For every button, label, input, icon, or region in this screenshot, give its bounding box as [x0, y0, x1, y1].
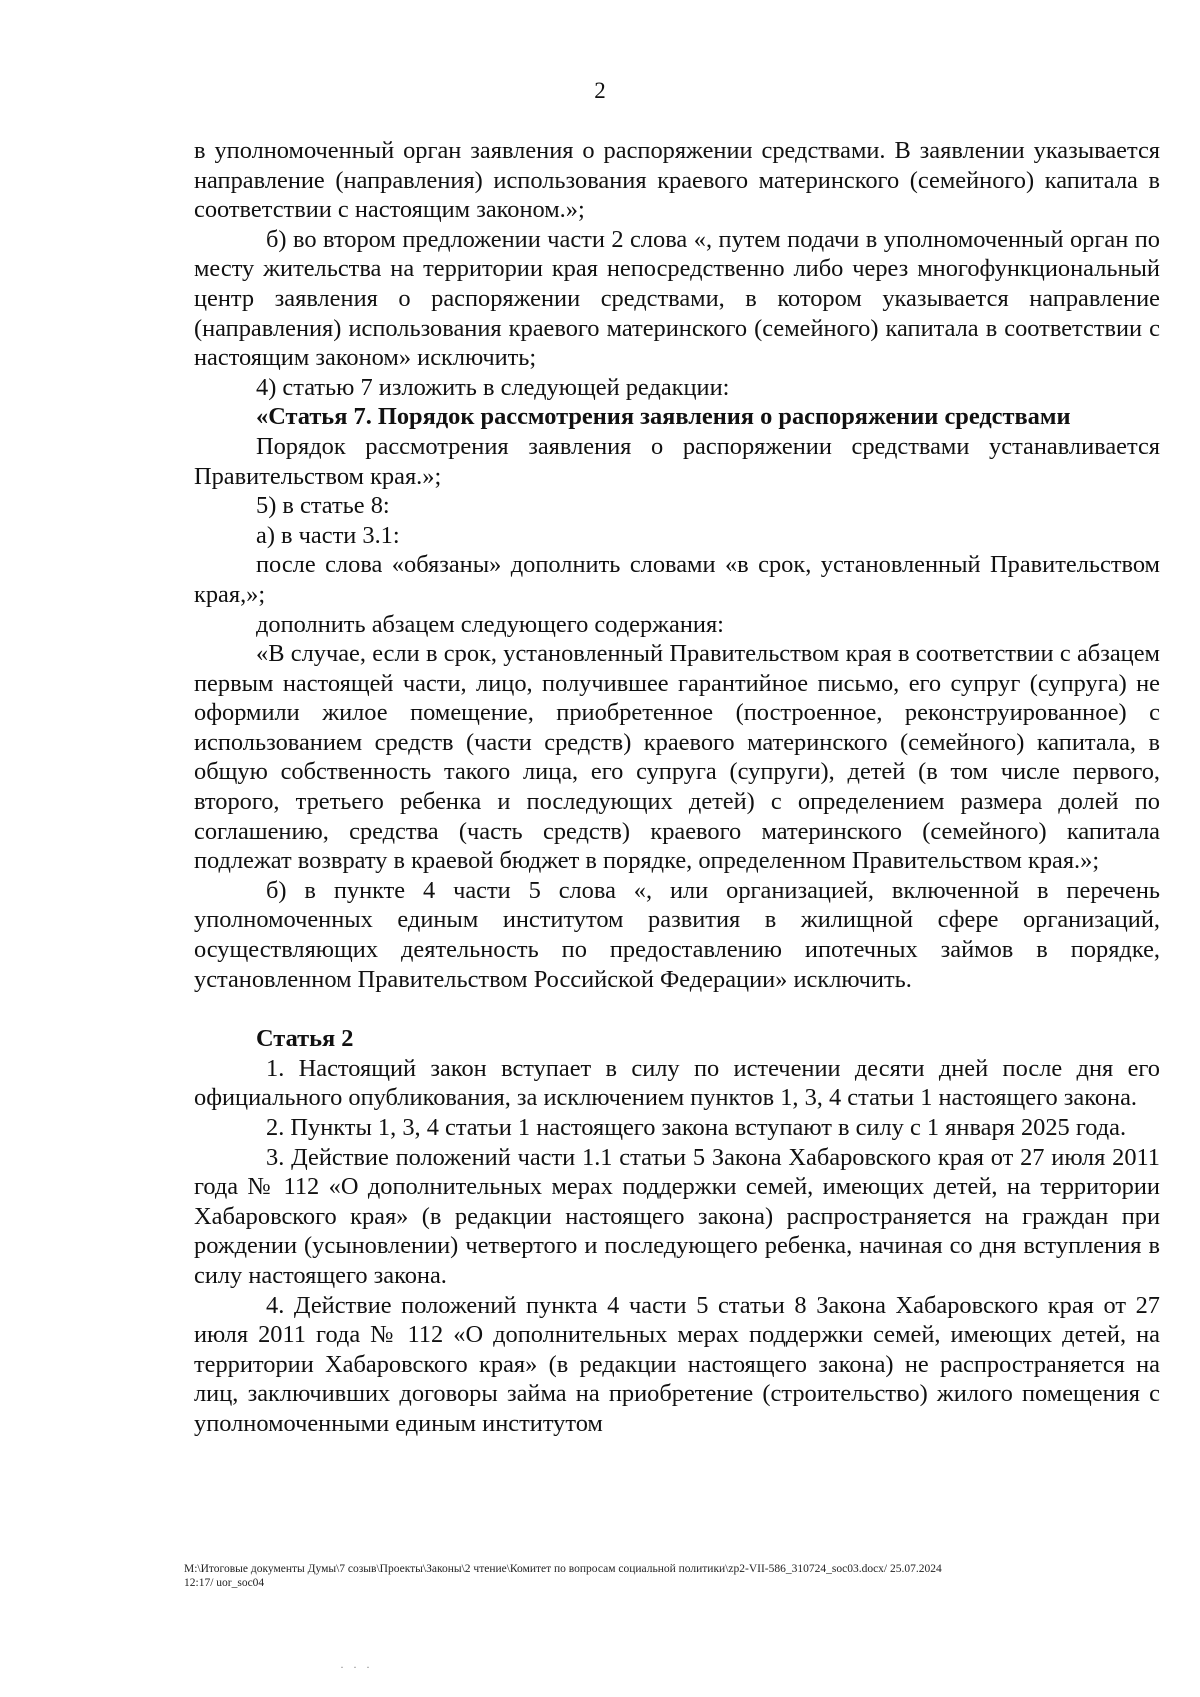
paragraph-amendment-1: после слова «обязаны» дополнить словами «в срок, установленный Правительством края,»; [194, 551, 1160, 608]
article-2-item-4: 4. Действие положений пункта 4 части 5 статьи 8 Закона Хабаровского края от 27 июля 2011 года № 112 «О дополнительных мерах поддержки семей, имеющих детей, на территории Хабаровского края» (в редакции настоящего закона) не распространяется на лиц, заключивших договоры займа на приобретение (строительство) жилого помещения с уполномоченными единым институтом [194, 1291, 1160, 1437]
paragraph-subitem-b: б) во втором предложении части 2 слова «, путем подачи в уполномоченный орган по месту жительства на территории края непосредственно либо через многофункциональный центр заявления о распоряжении средствами, в котором указывается направление (направления) использования краевого материнского (семейного) капитала в соответствии с настоящим законом» исключить; [194, 225, 1160, 372]
page-number: 2 [594, 78, 606, 103]
paragraph-new-clause: «В случае, если в срок, установленный Правительством края в соответствии с абзацем первым настоящей части, лицо, получившее гарантийное письмо, его супруг (супруга) не оформили жилое помещение, приобретенное (построенное, реконструированное) с использованием средств (части средств) краевого материнского (семейного) капитала, в общую собственность такого лица, его супруга (супруги), детей (в том числе первого, второго, третьего ребенка и последующих детей) с определением размера долей по соглашению, средства (часть средств) краевого материнского (семейного) капитала подлежат возврату в краевой бюджет в порядке, определенном Правительством края.»; [194, 640, 1160, 875]
paragraph-subitem-a: а) в части 3.1: [256, 521, 400, 549]
paragraph-continuation: в уполномоченный орган заявления о распоряжении средствами. В заявлении указывается направление (направления) использования краевого материнского (семейного) капитала в соответствии с настоящим законом.»; [194, 137, 1160, 224]
paragraph-amendment-2: дополнить абзацем следующего содержания: [256, 610, 724, 638]
paragraph-item-5: 5) в статье 8: [256, 492, 390, 520]
paragraph-item-4: 4) статью 7 изложить в следующей редакции: [256, 373, 730, 401]
spacer [194, 994, 1160, 1024]
article-7-heading: «Статья 7. Порядок рассмотрения заявления о распоряжении средствами [256, 403, 1071, 431]
scan-artifact-icon: · · · [340, 1660, 373, 1674]
article-2-item-1: 1. Настоящий закон вступает в силу по истечении десяти дней после дня его официального опубликования, за исключением пунктов 1, 3, 4 статьи 1 настоящего закона. [194, 1054, 1160, 1112]
footer-file-path [184, 1562, 1144, 1590]
article-2-item-2: 2. Пункты 1, 3, 4 статьи 1 настоящего закона вступают в силу с 1 января 2025 года. [266, 1114, 1127, 1141]
article-2-heading: Статья 2 [256, 1025, 354, 1053]
article-2-item-3: 3. Действие положений части 1.1 статьи 5 Закона Хабаровского края от 27 июля 2011 года № 112 «О дополнительных мерах поддержки семей, имеющих детей, на территории Хабаровского края» (в редакции настоящего закона) распространяется на граждан при рождении (усыновлении) четвертого и последующего ребенка, начиная со дня вступления в силу настоящего закона. [194, 1143, 1160, 1289]
document-body [194, 136, 1160, 1439]
paragraph-subitem-b2: б) в пункте 4 части 5 слова «, или организацией, включенной в перечень уполномоченных единым институтом развития в жилищной сфере организаций, осуществляющих деятельность по предоставлению ипотечных займов в порядке, установленном Правительством Российской Федерации» исключить. [194, 876, 1160, 993]
footer-line-2: 12:17/ uor_soc04 [184, 1577, 265, 1589]
article-7-text: Порядок рассмотрения заявления о распоряжении средствами устанавливается Правительством края.»; [194, 432, 1160, 490]
footer-line-1: M:\Итоговые документы Думы\7 созыв\Проекты\Законы\2 чтение\Комитет по вопросам социальной политики\zp2-VII-586_310724_soc03.docx/ 25.07.2024 [184, 1563, 942, 1575]
